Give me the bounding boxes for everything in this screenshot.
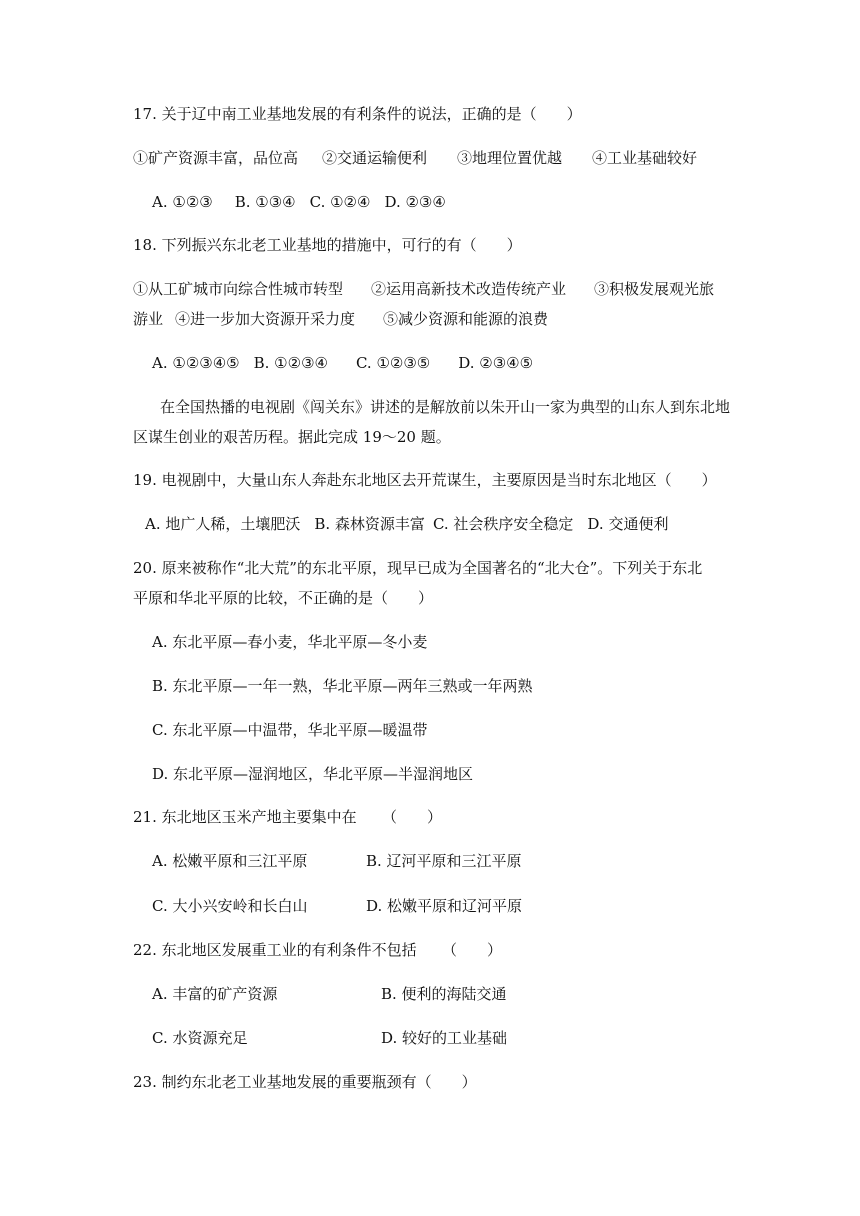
q17-item-1: ①矿产资源丰富，品位高 [133, 149, 299, 167]
q18-item-2: ②运用高新技术改造传统产业 [371, 280, 567, 298]
q21-option-a: A. 松嫩平原和三江平原 [152, 852, 308, 870]
q21-option-b: B. 辽河平原和三江平原 [366, 852, 522, 870]
q17-item-4: ④工业基础较好 [592, 149, 698, 167]
q19-option-a: A. 地广人稀，土壤肥沃 [145, 515, 301, 533]
q18-item-3-cont: 游业 [133, 310, 164, 328]
question-17-stem: 17. 关于辽中南工业基地发展的有利条件的说法，正确的是（ ） [133, 105, 582, 123]
q18-option-b: B. ①②③④ [253, 354, 328, 372]
q19-option-c: C. 社会秩序安全稳定 [432, 515, 574, 533]
question-17-items [133, 148, 697, 168]
q20-option-c: C. 东北平原—中温带，华北平原—暖温带 [152, 721, 428, 739]
q20-option-a: A. 东北平原—春小麦，华北平原—冬小麦 [152, 633, 428, 651]
q18-item-1: ①从工矿城市向综合性城市转型 [133, 280, 344, 298]
question-18-options [152, 353, 533, 373]
question-23-stem: 23. 制约东北老工业基地发展的重要瓶颈有（ ） [133, 1073, 477, 1091]
q21-option-c: C. 大小兴安岭和长白山 [152, 897, 308, 915]
question-22-paren: （ ） [442, 941, 503, 959]
q17-option-b: B. ①③④ [234, 193, 296, 211]
q18-item-5: ⑤减少资源和能源的浪费 [383, 310, 549, 328]
q18-option-a: A. ①②③④⑤ [152, 354, 240, 372]
question-21-stem: 21. 东北地区玉米产地主要集中在 [133, 808, 357, 826]
q17-item-2: ②交通运输便利 [322, 149, 428, 167]
question-21-paren: （ ） [382, 808, 443, 826]
q22-option-b: B. 便利的海陆交通 [381, 985, 507, 1003]
q18-option-c: C. ①②③⑤ [355, 354, 431, 372]
question-18-items-line-1 [133, 279, 714, 299]
question-22-stem: 22. 东北地区发展重工业的有利条件不包括 [133, 941, 417, 959]
passage-line-1: 在全国热播的电视剧《闯关东》讲述的是解放前以朱开山一家为典型的山东人到东北地 [160, 398, 731, 416]
q17-option-c: C. ①②④ [309, 193, 371, 211]
q21-option-d: D. 松嫩平原和辽河平原 [366, 897, 523, 915]
question-20-stem-line-1: 20. 原来被称作“北大荒”的东北平原，现早已成为全国著名的“北大仓”。下列关于东北 [133, 559, 703, 577]
q20-option-d: D. 东北平原—湿润地区，华北平原—半湿润地区 [152, 765, 474, 783]
q17-item-3: ③地理位置优越 [457, 149, 563, 167]
q18-item-3: ③积极发展观光旅 [594, 280, 715, 298]
q18-item-4: ④进一步加大资源开采力度 [175, 310, 356, 328]
q17-option-d: D. ②③④ [384, 193, 446, 211]
q22-option-c: C. 水资源充足 [152, 1029, 248, 1047]
q18-option-d: D. ②③④⑤ [458, 354, 534, 372]
q20-option-b: B. 东北平原—一年一熟，华北平原—两年三熟或一年两熟 [152, 677, 533, 695]
passage-line-2: 区谋生创业的艰苦历程。据此完成 19～20 题。 [133, 428, 451, 446]
question-18-stem: 18. 下列振兴东北老工业基地的措施中，可行的有（ ） [133, 236, 522, 254]
q22-option-d: D. 较好的工业基础 [381, 1029, 508, 1047]
question-19-stem: 19. 电视剧中，大量山东人奔赴东北地区去开荒谋生，主要原因是当时东北地区（ ） [133, 471, 717, 489]
q19-option-d: D. 交通便利 [587, 515, 669, 533]
question-18-items-line-2 [133, 309, 548, 329]
q22-option-a: A. 丰富的矿产资源 [152, 985, 278, 1003]
q17-option-a: A. ①②③ [152, 193, 213, 211]
question-19-options [145, 514, 668, 534]
question-17-options [152, 192, 446, 212]
question-20-stem-line-2: 平原和华北平原的比较，不正确的是（ ） [133, 589, 434, 607]
q19-option-b: B. 森林资源丰富 [314, 515, 425, 533]
